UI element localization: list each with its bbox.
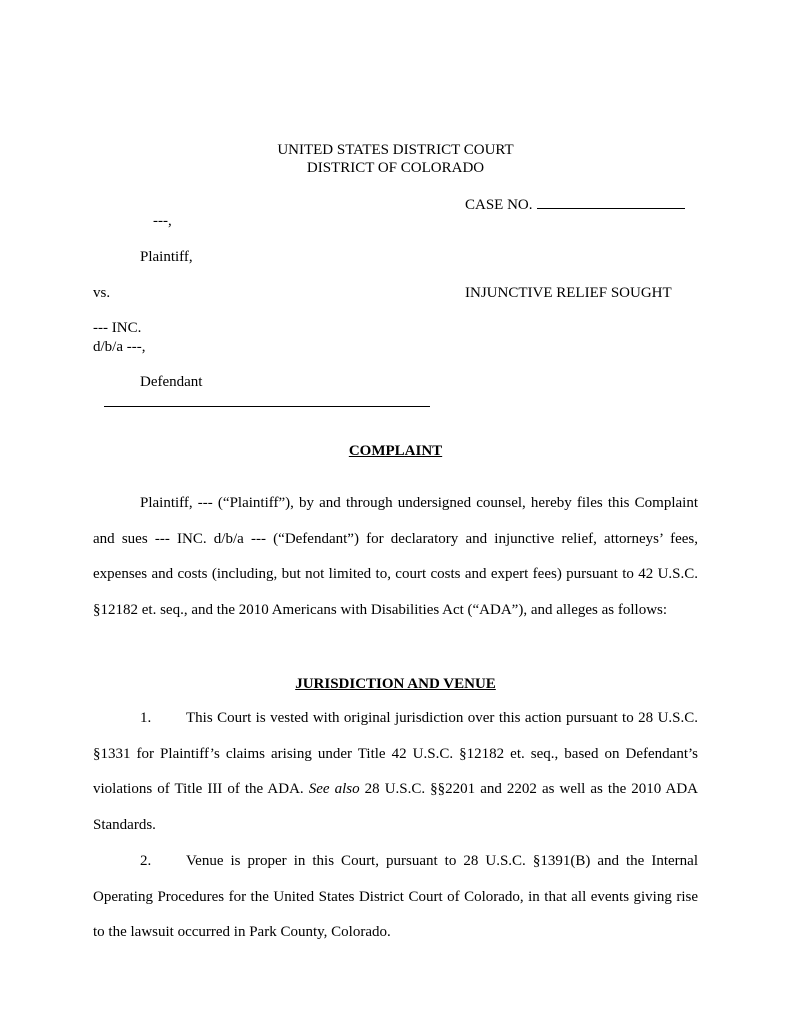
paragraph-2 bbox=[93, 844, 698, 951]
case-number-label: CASE NO. bbox=[465, 197, 533, 213]
district-name: DISTRICT OF COLORADO bbox=[306, 160, 485, 176]
defendant-name: --- INC. bbox=[93, 320, 142, 336]
intro-paragraph bbox=[93, 486, 698, 628]
versus-label: vs. bbox=[93, 285, 111, 301]
paragraph-1 bbox=[93, 701, 698, 843]
paragraph-text: Venue is proper in this Court, pursuant to 28 U.S.C. §1391(B) and the Internal Operating Procedures for the United States District Court of Colorado, in that all events giving rise to the lawsuit occurred in Park County, Colorado. bbox=[93, 853, 698, 940]
document-title: COMPLAINT bbox=[348, 443, 443, 459]
intro-text: Plaintiff, --- (“Plaintiff”), by and through undersigned counsel, hereby files this Complaint and sues --- INC. d/b/a --- (“Defendant”) for declaratory and injunctive relief, attorneys’ fees, expenses and costs (including, but not limited to, court costs and expert fees) pursuant to 42 U.S.C. §12182 et. seq., and the 2010 Americans with Disabilities Act (“ADA”), and alleges as follows: bbox=[93, 495, 698, 618]
relief-note: INJUNCTIVE RELIEF SOUGHT bbox=[465, 285, 672, 301]
plaintiff-role: Plaintiff, bbox=[140, 249, 193, 265]
defendant-role: Defendant bbox=[140, 374, 203, 390]
case-number bbox=[465, 195, 685, 214]
plaintiff-name: ---, bbox=[153, 213, 172, 229]
court-name: UNITED STATES DISTRICT COURT bbox=[277, 142, 514, 158]
case-number-blank bbox=[537, 195, 685, 209]
paragraph-text: This Court is vested with original jurisdiction over this action pursuant to 28 U.S.C. §1331 for Plaintiff’s claims arising under Title 42 U.S.C. §12182 et. seq., based on Defendant’s violations of Title III of the ADA. bbox=[93, 710, 698, 797]
paragraph-text: 28 U.S.C. §§2201 and 2202 as well as the 2010 ADA Standards. bbox=[93, 781, 698, 833]
citation-signal: See also bbox=[308, 781, 360, 797]
paragraph-number: 2. bbox=[140, 853, 152, 869]
section-heading: JURISDICTION AND VENUE bbox=[295, 676, 496, 692]
paragraph-number: 1. bbox=[140, 710, 152, 726]
caption-divider bbox=[104, 406, 430, 407]
defendant-dba: d/b/a ---, bbox=[93, 339, 146, 355]
